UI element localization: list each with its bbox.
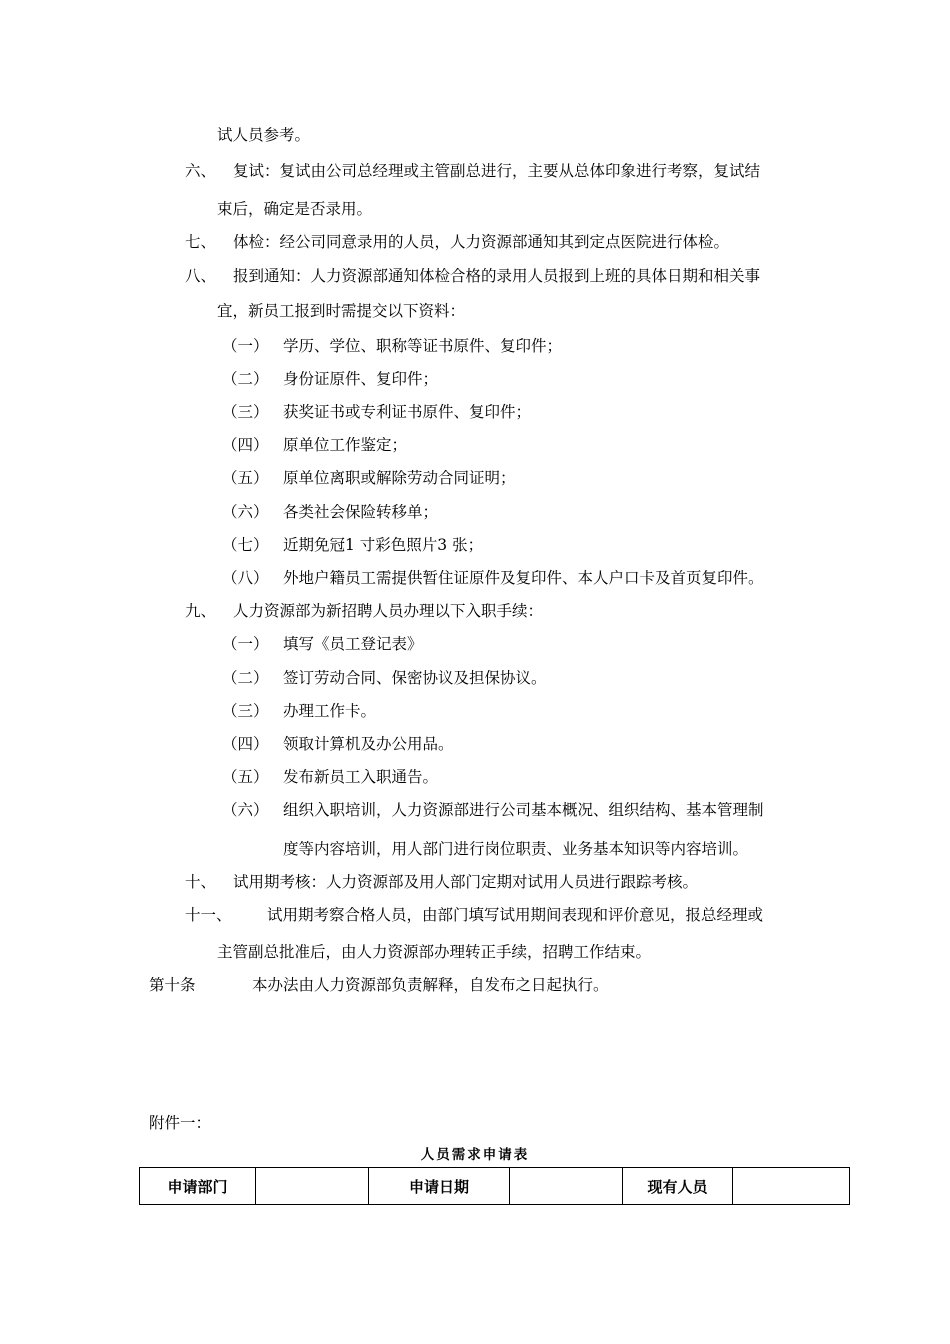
text-line: 报到通知：人力资源部通知体检合格的录用人员报到上班的具体日期和相关事	[233, 267, 761, 285]
text-line: 试人员参考。	[217, 126, 311, 144]
sub-item-number: （八）	[222, 569, 269, 587]
sub-item-number: （一）	[222, 337, 269, 355]
form-title: 人员需求申请表	[420, 1147, 530, 1163]
article-number: 第十条	[149, 976, 196, 994]
staff-label-cell: 现有人员	[623, 1168, 733, 1205]
text-line: 外地户籍员工需提供暂住证原件及复印件、本人户口卡及首页复印件。	[283, 569, 764, 587]
text-line: 主管副总批准后，由人力资源部办理转正手续，招聘工作结束。	[217, 943, 652, 961]
text-line: 签订劳动合同、保密协议及担保协议。	[283, 669, 547, 687]
text-line: 度等内容培训，用人部门进行岗位职责、业务基本知识等内容培训。	[283, 840, 749, 858]
request-form-table	[139, 1167, 850, 1205]
date-label-cell: 申请日期	[369, 1168, 510, 1205]
text-line: 束后，确定是否录用。	[217, 200, 373, 218]
item-number: 七、	[185, 233, 217, 251]
sub-item-number: （一）	[222, 635, 269, 653]
sub-item-number: （三）	[222, 403, 269, 421]
text-line: 填写《员工登记表》	[283, 635, 423, 653]
item-number: 八、	[185, 267, 217, 285]
text-line: 身份证原件、复印件；	[283, 370, 439, 388]
sub-item-number: （六）	[222, 503, 269, 521]
text-line: 发布新员工入职通告。	[283, 768, 439, 786]
sub-item-number: （五）	[222, 469, 269, 487]
item-number: 十、	[185, 873, 217, 891]
date-value-cell[interactable]	[510, 1168, 623, 1205]
dept-value-cell[interactable]	[256, 1168, 369, 1205]
sub-item-number: （七）	[222, 536, 269, 554]
table-row	[140, 1168, 850, 1205]
text-line: 办理工作卡。	[283, 702, 377, 720]
sub-item-number: （六）	[222, 801, 269, 819]
text-line: 领取计算机及办公用品。	[283, 735, 454, 753]
text-line: 体检：经公司同意录用的人员，人力资源部通知其到定点医院进行体检。	[233, 233, 730, 251]
item-number: 九、	[185, 602, 217, 620]
text-line: 近期免冠1 寸彩色照片3 张；	[283, 536, 484, 554]
sub-item-number: （四）	[222, 735, 269, 753]
sub-item-number: （四）	[222, 436, 269, 454]
text-line: 试用期考察合格人员，由部门填写试用期间表现和评价意见，报总经理或	[267, 906, 764, 924]
text-line: 复试：复试由公司总经理或主管副总进行，主要从总体印象进行考察，复试结	[233, 162, 761, 180]
staff-value-cell[interactable]	[733, 1168, 850, 1205]
text-line: 人力资源部为新招聘人员办理以下入职手续：	[233, 602, 544, 620]
sub-item-number: （五）	[222, 768, 269, 786]
text-line: 获奖证书或专利证书原件、复印件；	[283, 403, 532, 421]
text-line: 宜，新员工报到时需提交以下资料：	[217, 302, 466, 320]
sub-item-number: （二）	[222, 370, 269, 388]
text-line: 原单位离职或解除劳动合同证明；	[283, 469, 516, 487]
item-number: 十一、	[185, 906, 232, 924]
text-line: 各类社会保险转移单；	[283, 503, 439, 521]
text-line: 学历、学位、职称等证书原件、复印件；	[283, 337, 563, 355]
text-line: 原单位工作鉴定；	[283, 436, 408, 454]
text-line: 试用期考核：人力资源部及用人部门定期对试用人员进行跟踪考核。	[233, 873, 699, 891]
dept-label-cell: 申请部门	[140, 1168, 256, 1205]
sub-item-number: （三）	[222, 702, 269, 720]
text-line: 本办法由人力资源部负责解释，自发布之日起执行。	[252, 976, 609, 994]
attachment-label: 附件一：	[149, 1114, 212, 1132]
item-number: 六、	[185, 162, 217, 180]
sub-item-number: （二）	[222, 669, 269, 687]
text-line: 组织入职培训，人力资源部进行公司基本概况、组织结构、基本管理制	[283, 801, 764, 819]
